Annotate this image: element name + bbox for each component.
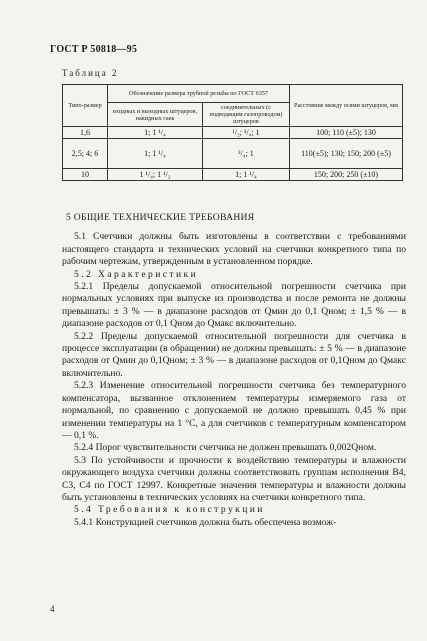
paragraph-5-2-4: 5.2.4 Порог чувствительности счетчика не должен превышать 0,002Qном. <box>74 442 377 454</box>
cell-dist: 100; 110 (±5); 130 <box>290 127 403 139</box>
page-number: 4 <box>50 604 55 614</box>
cell-size: 1,6 <box>63 127 108 139</box>
cell-inout: 1 ¹/₄; 1 ¹/₂ <box>108 169 203 181</box>
cell-conn: 1; 1 ¹/₄ <box>203 169 290 181</box>
cell-inout: 1; 1 ¹/₄ <box>108 139 203 169</box>
cell-conn: ³/₄; 1 <box>203 139 290 169</box>
cell-conn: ¹/₂; ³/₄; 1 <box>203 127 290 139</box>
table-row <box>63 139 403 169</box>
col-header-size: Типо-размер <box>63 85 108 127</box>
section-5-title: 5 ОБЩИЕ ТЕХНИЧЕСКИЕ ТРЕБОВАНИЯ <box>66 212 255 223</box>
table-row <box>63 127 403 139</box>
table-2 <box>62 84 403 181</box>
col-header-distance: Расстояние между осями штуцеров, мм <box>290 85 403 127</box>
table-caption: Таблица 2 <box>62 68 119 78</box>
cell-dist: 110(±5); 130; 150; 200 (±5) <box>290 139 403 169</box>
col-header-inout: входных и выходных штуцеров, накидных гаек <box>108 103 203 127</box>
heading-5-4: 5.4 Требования к конструкции <box>74 504 265 516</box>
paragraph-5-2-3: 5.2.3 Изменение относительной погрешности счетчика без температурного компенсатора, вызванное отклонением температуры измеряемого газа от нормальной, по сравнению с допускаемой не должно превышать 0,45 % при изменении температуры на 1 °С, а для счетчиков с температурным компенсатором — 0,1 %. <box>62 380 406 441</box>
table-row <box>63 169 403 181</box>
cell-size: 2,5; 4; 6 <box>63 139 108 169</box>
document-header: ГОСТ Р 50818—95 <box>50 44 138 55</box>
body-text <box>62 212 406 529</box>
cell-inout: 1; 1 ¹/₄ <box>108 127 203 139</box>
paragraph-5-2-2: 5.2.2 Пределы допускаемой относительной погрешности для счетчика в процессе эксплуатации (в обращении) не должны превышать: ± 5 % — в диапазоне расходов от Qмин до 0,1Qном; ± 3 % — в диапазоне расходов от 0,1Qном до Qмакс включительно. <box>62 330 406 379</box>
cell-dist: 150; 200; 250 (±10) <box>290 169 403 181</box>
paragraph-5-2-1: 5.2.1 Пределы допускаемой относительной погрешности счетчика при нормальных условиях при выпуске из производства и после ремонта не должны превышать: ± 3 % — в диапазоне расходов от Qмин до 0,1 Qном; ± 1,5 % — в диапазоне расходов от 0,1 Qном до Qмакс включительно. <box>62 281 406 330</box>
cell-size: 10 <box>63 169 108 181</box>
paragraph-5-1: 5.1 Счетчики должны быть изготовлены в соответствии с требованиями настоящего стандарта и технических условий на счетчики конкретного типа по рабочим чертежам, утвержденным в установленном порядке. <box>62 231 406 268</box>
heading-5-2: 5.2 Характеристики <box>74 268 199 280</box>
paragraph-5-4-1: 5.4.1 Конструкцией счетчиков должна быть обеспечена возмож- <box>74 516 337 528</box>
col-header-thread-group: Обозначение размера трубной резьбы по ГОСТ 6357 <box>108 85 290 103</box>
col-header-connecting: соединительных (с подводящим газопроводом) штуцеров <box>203 103 290 127</box>
paragraph-5-3: 5.3 По устойчивости и прочности к воздействию температуры и влажности окружающего воздуха счетчики должны соответствовать группам исполнения В4, С3, С4 по ГОСТ 12997. Конкретные значения температуры и влажности должны быть установлены в технических условиях на счетчики конкретного типа. <box>62 454 406 503</box>
